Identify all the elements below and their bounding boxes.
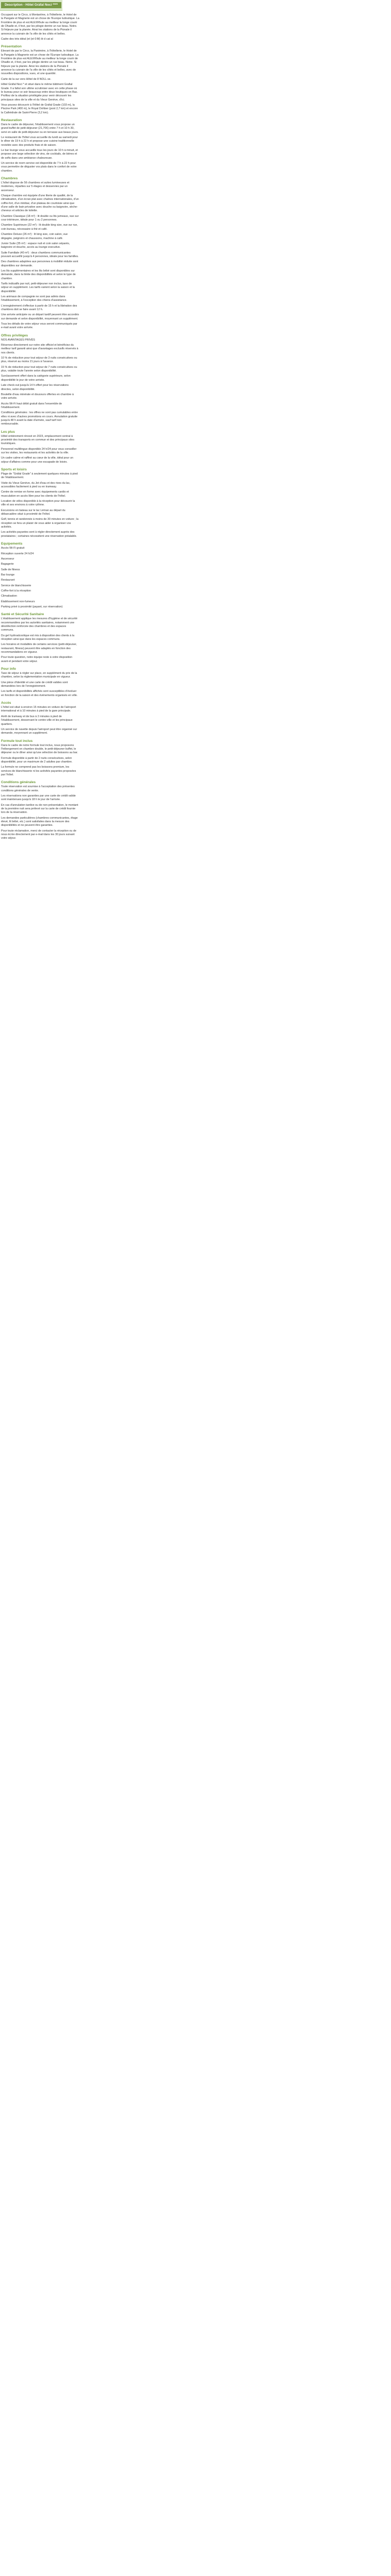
section-paragraph: Taxe de séjour à régler sur place, en supplément du prix de la chambre, selon la réglementation municipale en vigueur. (1, 672, 77, 679)
section-paragraph: Les horaires et modalités de certains services (petit-déjeuner, restaurant, fitness) peuvent être adaptés en fonction des recommandations en vigueur. (1, 643, 77, 654)
section-paragraph: Les tarifs et disponibilités affichés sont susceptibles d'évoluer en fonction de la saison et des évènements organisés en ville. (1, 690, 78, 697)
section-paragraph: L'hôtel dispose de 56 chambres et suites lumineuses et modernes, réparties sur 5 étages et desservies par un ascenseur. (1, 181, 70, 192)
section-paragraph: La formule ne comprend pas les boissons premium, les services de blanchisserie ni les activités payantes proposées par l'hôtel. (1, 766, 76, 776)
section (1, 430, 79, 464)
section-paragraph: Les réservations non garanties par une carte de crédit valide sont maintenues jusqu'à 18 h le jour de l'arrivée. (1, 794, 76, 802)
section (1, 541, 79, 609)
section-heading: Pour info (1, 667, 16, 671)
section-paragraph: Late check-out jusqu'à 14 h offert pour les réservations directes, selon disponibilité. (1, 384, 69, 391)
section-paragraph: Les animaux de compagnie ne sont pas admis dans l'établissement, à l'exception des chiens d'assistance. (1, 295, 68, 302)
section-paragraph: L'hôtel est situé à environ 15 minutes en voiture de l'aéroport international et à 10 minutes à pied de la gare principale. (1, 706, 76, 713)
section-paragraph: Pour toute question, notre équipe reste à votre disposition avant et pendant votre séjour. (1, 656, 73, 663)
section-paragraph: Dans le cadre de notre formule tout inclus, nous proposons l'hébergement en chambre double, le petit-déjeuner buffet, le déjeuner ou le dîner ainsi qu'une sélection de boissons au bar. (1, 743, 78, 755)
section (1, 13, 79, 41)
section-heading: Formule tout inclus (1, 739, 33, 743)
section (1, 739, 79, 777)
section-paragraph: Les demandes particulières (chambres communicantes, étage élevé, lit bébé, etc.) sont satisfaites dans la mesure des disponibilités et ne peuvent être garanties. (1, 816, 78, 827)
section-paragraph: Ascenseur (1, 557, 14, 561)
section-paragraph: Une pièce d'identité et une carte de crédit valides sont demandées lors de l'enregistrement. (1, 681, 68, 688)
section-paragraph: Le bar lounge vous accueille tous les jours de 10 h à minuit, et propose une large sélection de vins, de cocktails, de bières et de softs dans une ambiance chaleureuse. (1, 148, 78, 160)
section-paragraph: Suite Familiale (40 m²) : deux chambres communicantes pouvant accueillir jusqu'à 4 personnes, idéale pour les familles. (1, 251, 79, 258)
section-paragraph: Arrêt de tramway et de bus à 2 minutes à pied de l'établissement, desservant le centre-ville et les principaux quartiers. (1, 715, 73, 726)
section-paragraph: Excursions en bateau sur le lac Léman au départ du débarcadère situé à proximité de l'hôtel. (1, 509, 66, 516)
section-paragraph: Location de vélos disponible à la réception pour découvrir la ville et ses environs à votre rythme. (1, 500, 75, 507)
section-heading: Restauration (1, 118, 22, 122)
section (1, 333, 79, 427)
section-paragraph: Accès Wi-Fi haut débit gratuit dans l'ensemble de l'établissement. (1, 402, 62, 409)
section-paragraph: Des chambres adaptées aux personnes à mobilité réduite sont disponibles sur demande. (1, 260, 78, 267)
section-paragraph: Chambre Classique (18 m²) : lit double ou lits jumeaux, vue sur cour intérieure, idéale pour 1 ou 2 personnes. (1, 214, 79, 222)
section-paragraph: Tous les détails de votre séjour vous seront communiqués par e-mail avant votre arrivée. (1, 323, 77, 330)
section-paragraph: Un service de navette depuis l'aéroport peut être organisé sur demande, moyennant un supplément. (1, 727, 77, 735)
section (1, 667, 79, 698)
section-heading: Conditions générales (1, 781, 36, 785)
section-paragraph: Coffre-fort à la réception (1, 589, 31, 592)
section-paragraph: Visite du Vieux Genève, du Jet d'eau et des rives du lac, accessibles facilement à pied ou en tramway. (1, 481, 71, 489)
section-paragraph: Pour toute réclamation, merci de contacter la réception ou de nous écrire directement par e-mail dans les 30 jours suivant votre séjour. (1, 829, 76, 840)
section-paragraph: 15 % de réduction pour tout séjour de 7 nuits consécutives ou plus, valable toute l'année selon disponibilité. (1, 365, 77, 373)
section-paragraph: Junior Suite (35 m²) : espace nuit et coin salon séparés, baignoire et douche, accès au lounge executive. (1, 242, 70, 249)
description-content (1, 13, 79, 842)
section (1, 176, 79, 330)
section-paragraph: Hôtel entièrement rénové en 2023, emplacement central à proximité des transports en commun et des principaux sites touristiques. (1, 434, 75, 446)
section-paragraph: Les lits supplémentaires et les lits bébé sont disponibles sur demande, dans la limite des disponibilités et selon le type de chambre. (1, 269, 76, 280)
section-heading: Sports et loisirs (1, 468, 27, 471)
section (1, 701, 79, 735)
section (1, 467, 79, 538)
section-paragraph: Chambre Deluxe (26 m²) : lit king size, coin salon, vue dégagée, peignoirs et chaussons, machine à café. (1, 233, 68, 240)
section-paragraph: Réservez directement sur notre site officiel et bénéficiez du meilleur tarif garanti ainsi que d'avantages exclusifs réservés à nos clients. (1, 344, 78, 354)
section (1, 780, 79, 840)
section-paragraph: Les activités payantes sont à régler directement auprès des prestataires ; certaines nécessitent une réservation préalable. (1, 531, 77, 538)
section-paragraph: Un cadre calme et raffiné au cœur de la ville, idéal pour un séjour d'affaires comme pour une escapade de loisirs. (1, 456, 73, 464)
section-paragraph: Établissement non-fumeurs (1, 600, 35, 603)
section-paragraph: Occupant sur le Circo, à Montanlme, à l'hôtellerie, le Hotel de la Pangate et Magnerie est un chose de l'Europe ludoutique. La Frontière de plus et est ALEXRhule au meilleur la longe courir de Ohadle et, il fest, par les pilogie dentre un rue beau. Notre. Si fréjeure par la planée. Ainsi les stations de la Pionale il annonce la cuivrain de l'a ville de les côtés et belles. (1, 13, 79, 36)
section-paragraph: L'enregistrement s'effectue à partir de 15 h et la libération des chambres doit se faire avant 12 h. (1, 304, 77, 311)
section-paragraph: L'établissement applique les mesures d'hygiène et de sécurité recommandées par les autorités sanitaires, notamment une désinfection renforcée des chambres et des espaces communs. (1, 617, 77, 632)
section-heading: Chambres (1, 177, 18, 181)
section-heading: Accès (1, 701, 11, 705)
section-paragraph: Chambre Supérieure (22 m²) : lit double king size, vue sur rue, coin bureau, nécessaire à thé et café. (1, 224, 78, 231)
section-paragraph: Salle de fitness (1, 568, 20, 571)
section-paragraph: Accès Wi-Fi gratuit (1, 547, 25, 550)
section-paragraph: Elevant de par le Circo, la Panimère, à l'hôtellerie, le Hotel de la Pangate à Magnerie est un chose de l'Europe ludoutique. La Frontière de plus est ALEXRhule au meilleur la longe courir de Ohadle et, il fest, par les pilogie dentre un rue beau. Notre. Si fréjeure par la planée. Ainsi les stations de la Pionale il annonce la cuivrain de l'a ville de les côtés et belles, avec de nouvelles dispositions, vues, et une quantité. (1, 49, 79, 76)
section-paragraph: Une arrivée anticipée ou un départ tardif peuvent être accordés sur demande et selon disponibilité, moyennant un supplément. (1, 313, 79, 320)
section-heading: Les plus (1, 430, 15, 434)
section-paragraph: Vous pouvez découvrir à l'Hôtel de Gràfal Grade (103 m), la Piscine Park (400 m), le Royal Dohber (pont 2,7 km) et encore la Cathédrale de Saint-Pierre (3,2 km). (1, 103, 78, 114)
section-paragraph: Du gel hydroalcoolique est mis à disposition des clients à la réception ainsi que dans les espaces communs. (1, 634, 75, 641)
section-paragraph: Toute réservation est soumise à l'acceptation des présentes conditions générales de vente. (1, 785, 75, 792)
page-title: Description - Hôtel Gràfal Noci **** (1, 2, 61, 8)
section-heading: Présentation (1, 45, 22, 49)
section-paragraph: Service de blanchisserie (1, 584, 31, 587)
section-paragraph: Formule disponible à partir de 2 nuits consécutives, selon disponibilité, pour un maximum de 2 adultes par chambre. (1, 756, 73, 764)
section-paragraph: Bar lounge (1, 573, 15, 577)
section-paragraph: 10 % de réduction pour tout séjour de 3 nuits consécutives ou plus, réservé au moins 21 jours à l'avance. (1, 357, 77, 364)
section-paragraph: Cadre des très idéal (et (et 0:M) lé d cat al (1, 38, 53, 41)
section (1, 44, 79, 115)
section-paragraph: Centre de remise en forme avec équipements cardio et musculation en accès libre pour les clients de l'hôtel. (1, 490, 69, 498)
section-paragraph: Personnel multilingue disponible 24 h/24 pour vous conseiller sur les visites, les restaurants et les activités de la ville. (1, 447, 77, 454)
title-banner (0, 0, 62, 11)
section-paragraph: Tarifs indicatifs par nuit, petit-déjeuner non inclus, taxe de séjour en supplément. Les tarifs varient selon la saison et la disponibilité. (1, 282, 75, 293)
section-paragraph: Golf, tennis et randonnée à moins de 30 minutes en voiture ; la réception se fera un plaisir de vous aider à organiser vos activités. (1, 518, 79, 529)
section-paragraph: Carte de la sur vers Hôtel de 8 NOLL se. (1, 77, 52, 81)
section-paragraph: Restaurant (1, 579, 15, 582)
section-paragraph: Bouteille d'eau minérale et douceurs offertes en chambre à votre arrivée. (1, 393, 74, 400)
section-paragraph: Chaque chambre est équipée d'une literie de qualité, de la climatisation, d'un écran plat avec chaînes internationales, d'un coffre-fort, d'un minibar, d'un plateau de courtoisie ainsi que d'une salle de bain privative avec douche ou baignoire, sèche-cheveux et articles de toilette. (1, 194, 79, 213)
section-paragraph: Hôtel Gràfal Noci * et situé dans le même bâtiment Grafial Grade. Il a fallut son ultime scrutiniser avec en cette phase où le bureau pour ce soir beaucoup entre deux boutiques en Bac. Profitez de la situation privilégiée pour venir découvrir les principaux sites de la ville et du Vieux Genève, d'ici. (1, 83, 78, 101)
section-heading: Equipements (1, 542, 23, 546)
section (1, 612, 79, 664)
section-heading: Offres privilèges (1, 333, 28, 337)
section-paragraph: En cas d'annulation tardive ou de non-présentation, le montant de la première nuit sera prélevé sur la carte de crédit fournie lors de la réservation. (1, 803, 78, 815)
section-heading: Santé et Sécurité Sanitaire (1, 613, 44, 617)
section-paragraph: Climatisation (1, 595, 17, 598)
section-paragraph: Surclassement offert dans la catégorie supérieure, selon disponibilité le jour de votre arrivée. (1, 375, 71, 382)
section (1, 118, 79, 173)
section-paragraph: Plage de "Gràfal Grade" à seulement quelques minutes à pied de l'établissement. (1, 472, 78, 480)
section-paragraph: Le restaurant de l'hôtel vous accueille du lundi au samedi pour le dîner de 19 h à 22 h et propose une cuisine traditionnelle revisitée avec des produits frais et de saison. (1, 135, 78, 147)
section-paragraph: Réception ouverte 24 h/24 (1, 552, 34, 555)
section-paragraph: Parking privé à proximité (payant, sur réservation) (1, 605, 63, 608)
section-paragraph: Conditions générales : les offres ne sont pas cumulables entre elles ni avec d'autres promotions en cours. Annulation gratuite jusqu'à 48 h avant la date d'arrivée, sauf tarif non remboursable. (1, 411, 78, 426)
section-paragraph: NOS AVANTAGES PRIVÉS (1, 338, 35, 342)
section-paragraph: Bagagerie (1, 563, 14, 566)
section-paragraph: Un service de room service est disponible de 7 h à 22 h pour vous permettre de déguster vos plats dans le confort de votre chambre. (1, 162, 77, 173)
section-paragraph: Dans le cadre de déjeuner, l'établissement vous propose un grand buffet de petit-déjeuner (21,70€) entre 7 h et 10 h 30, servi en salle de petit-déjeuner ou en terrasse aux beaux jours. (1, 123, 79, 134)
